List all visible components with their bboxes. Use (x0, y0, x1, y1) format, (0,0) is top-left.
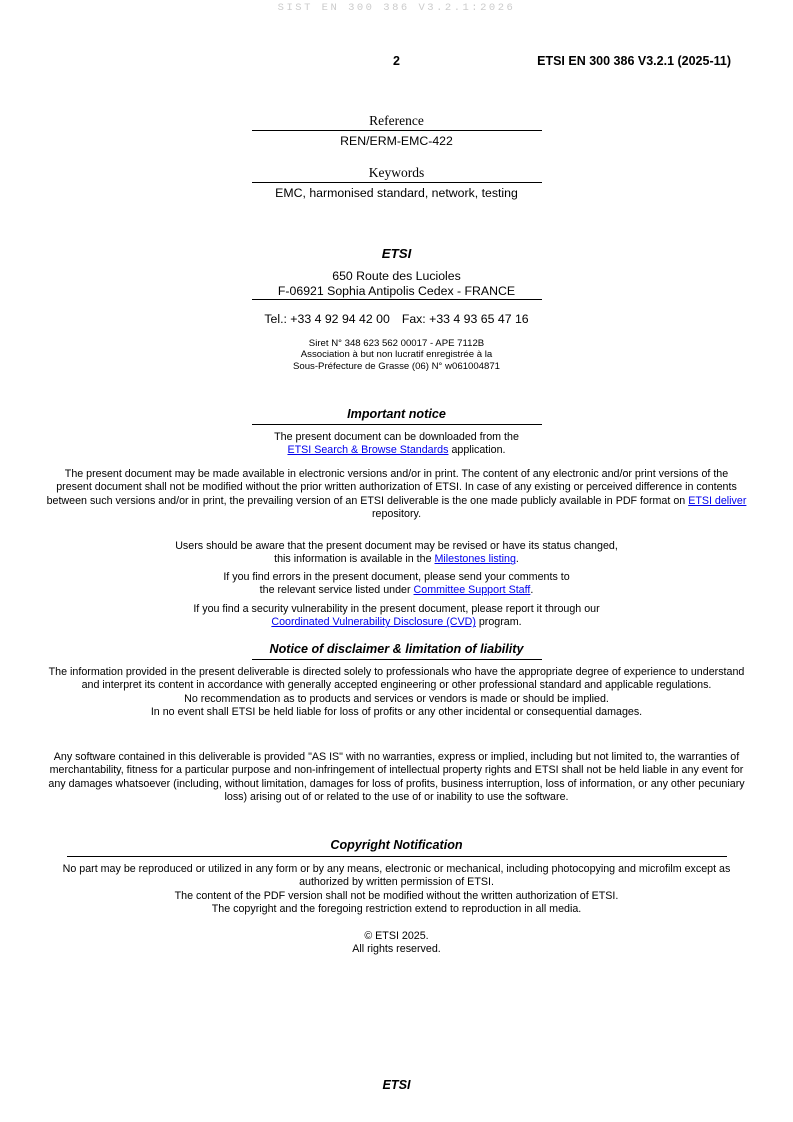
document-id: ETSI EN 300 386 V3.2.1 (2025-11) (537, 54, 731, 68)
keywords-underline (252, 182, 542, 183)
status-before-text: this information is available in the (274, 553, 435, 566)
security-after-text: program. (475, 616, 522, 629)
download-after-text: application. (448, 444, 506, 457)
status-line-2 (0, 553, 793, 566)
status-paragraph (0, 540, 793, 567)
reference-underline (252, 130, 542, 131)
reference-label: Reference (369, 113, 424, 128)
sist-watermark: SIST EN 300 386 V3.2.1:2026 (277, 2, 516, 14)
errors-after-text: . (530, 584, 534, 597)
important-notice-title: Important notice (347, 407, 446, 421)
availability-text: The present document may be made available in electronic versions and/or in print. The content of any electronic and/or print versions of the present document shall not be modified without the prior written authorization of ETSI. In case of any existing or perceived difference in contents between such versions and/or in print, the prevailing version of an ETSI deliverable is the one made publicly available in PDF format on (46, 468, 737, 507)
siret-line-1: Siret N° 348 623 562 00017 - APE 7112B (308, 338, 485, 349)
copyright-text-3: The copyright and the foregoing restriction extend to reproduction in all media. (211, 903, 582, 916)
errors-line-2 (0, 584, 793, 597)
siret-block (0, 338, 793, 372)
reference-value: REN/ERM-EMC-422 (340, 134, 453, 148)
disclaimer-text-1: The information provided in the present deliverable is directed solely to professionals who have the appropriate degree of experience to understand and interpret its content in accordance with generally accepted engineering or other professional standard and applicable regulations. (48, 666, 745, 692)
disclaimer-text-3: In no event shall ETSI be held liable for loss of profits or any other incidental or consequential damages. (150, 706, 643, 719)
download-paragraph (0, 431, 793, 458)
keywords-value: EMC, harmonised standard, network, testing (275, 186, 518, 200)
milestones-listing-link[interactable]: Milestones listing (434, 553, 516, 566)
disclaimer-text-2: No recommendation as to products and services or vendors is made or should be implied. (184, 692, 609, 705)
software-paragraph: Any software contained in this deliverable is provided "AS IS" with no warranties, express or implied, including but not limited to, the warranties of merchantability, fitness for a particular purpose and non-infringement of intellectual property rights and ETSI shall not be held liable in any event for any damages whatsoever (including, without limitation, damages for loss of profits, business interruption, loss of information, or any other pecuniary loss) arising out of or related to the use of or inability to use the software. (48, 751, 745, 804)
disclaimer-title: Notice of disclaimer & limitation of liability (269, 642, 524, 656)
org-address (0, 269, 793, 298)
tel-value: Tel.: +33 4 92 94 42 00 (264, 312, 390, 326)
availability-after-text: repository. (371, 508, 422, 521)
cvd-link[interactable]: Coordinated Vulnerability Disclosure (CVD) (271, 616, 476, 629)
security-line-2 (0, 616, 793, 629)
rights-reserved-line: All rights reserved. (352, 943, 441, 956)
address-underline (252, 299, 542, 300)
security-line-1: If you find a security vulnerability in the present document, please report it through our (193, 603, 600, 615)
org-name-heading: ETSI (381, 246, 412, 261)
contact-line (0, 312, 793, 326)
address-line-1: 650 Route des Lucioles (332, 269, 461, 283)
address-line-2: F-06921 Sophia Antipolis Cedex - FRANCE (277, 283, 516, 298)
availability-paragraph (47, 468, 747, 522)
copyright-paragraph (47, 863, 747, 917)
copyright-text-2: The content of the PDF version shall not be modified without the written authorization of ETSI. (174, 889, 619, 902)
copyright-text-1: No part may be reproduced or utilized in any form or by any means, electronic or mechanical, including photocopying and microfilm except as authorized by written permission of ETSI. (62, 863, 731, 889)
copyright-title: Copyright Notification (330, 838, 463, 852)
copyright-underline (67, 856, 727, 857)
siret-line-3: Sous-Préfecture de Grasse (06) N° w061004871 (292, 360, 500, 372)
fax-value: Fax: +33 4 93 65 47 16 (401, 312, 529, 326)
page-number: 2 (393, 54, 400, 68)
committee-support-staff-link[interactable]: Committee Support Staff (413, 584, 531, 597)
search-browse-standards-link[interactable]: ETSI Search & Browse Standards (287, 444, 449, 457)
copyright-year-line: © ETSI 2025. (364, 930, 429, 942)
security-paragraph (0, 603, 793, 630)
status-after-text: . (515, 553, 519, 566)
disclaimer-paragraph (47, 666, 747, 720)
errors-before-text: the relevant service listed under (259, 584, 414, 597)
siret-line-2: Association à but non lucratif enregistrée à la (300, 349, 493, 361)
disclaimer-underline (252, 659, 542, 660)
status-line-1: Users should be aware that the present document may be revised or have its status changed, (175, 540, 618, 552)
important-notice-underline (252, 424, 542, 425)
download-line-1: The present document can be downloaded from the (274, 431, 519, 443)
errors-line-1: If you find errors in the present document, please send your comments to (223, 571, 570, 583)
download-line-2 (0, 444, 793, 457)
keywords-label: Keywords (368, 165, 425, 180)
footer-org: ETSI (382, 1078, 411, 1092)
errors-paragraph (0, 571, 793, 598)
copyright-year-block (0, 930, 793, 957)
etsi-deliver-link[interactable]: ETSI deliver (688, 494, 747, 507)
